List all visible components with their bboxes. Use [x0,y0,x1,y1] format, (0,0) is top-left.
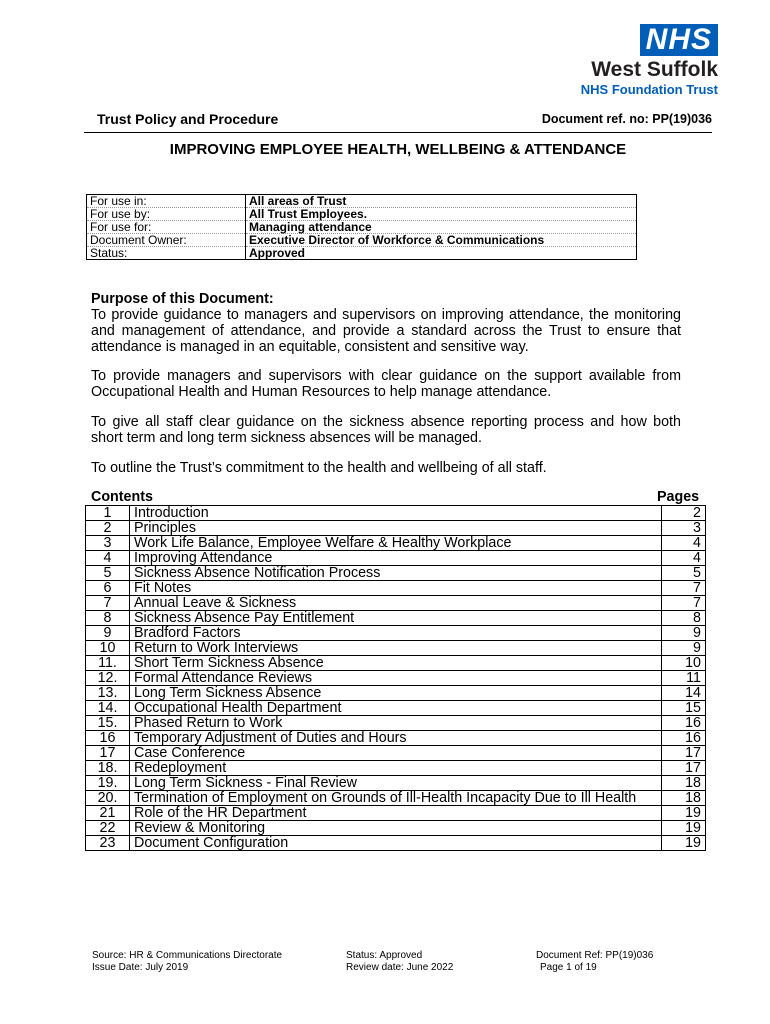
contents-title: Long Term Sickness - Final Review [130,776,662,791]
contents-row [86,641,706,656]
footer-source: Source: HR & Communications Directorate [92,950,283,961]
contents-number: 12. [86,671,130,686]
contents-title: Improving Attendance [130,551,662,566]
contents-title: Occupational Health Department [130,701,662,716]
meta-row [87,247,637,260]
contents-row [86,776,706,791]
contents-title: Sickness Absence Notification Process [130,566,662,581]
contents-page: 19 [662,836,706,851]
meta-key: For use by: [87,208,246,221]
contents-row [86,821,706,836]
footer-ref-block [536,950,653,974]
contents-row [86,671,706,686]
contents-number: 1 [86,506,130,521]
meta-row [87,195,637,208]
purpose-paragraph: To give all staff clear guidance on the sickness absence reporting process and how both short term and long term sickness absences will be managed. [91,414,681,446]
contents-title: Role of the HR Department [130,806,662,821]
contents-page: 7 [662,581,706,596]
contents-number: 21 [86,806,130,821]
footer-doc-ref: Document Ref: PP(19)036 [536,950,654,961]
footer-page-number: Page 1 of 19 [540,962,597,973]
document-ref: Document ref. no: PP(19)036 [541,112,712,126]
contents-number: 4 [86,551,130,566]
contents-page: 14 [662,686,706,701]
contents-number: 11. [86,656,130,671]
nhs-logo [568,24,718,98]
meta-value: Managing attendance [246,221,637,234]
contents-row [86,551,706,566]
contents-row [86,506,706,521]
contents-row [86,791,706,806]
contents-row [86,716,706,731]
contents-title: Return to Work Interviews [130,641,662,656]
contents-table [85,505,706,851]
contents-title: Long Term Sickness Absence [130,686,662,701]
contents-number: 16 [86,731,130,746]
contents-number: 6 [86,581,130,596]
org-subtitle: NHS Foundation Trust [580,82,718,97]
contents-title: Principles [130,521,662,536]
contents-number: 15. [86,716,130,731]
contents-page: 9 [662,641,706,656]
contents-title: Temporary Adjustment of Duties and Hours [130,731,662,746]
contents-title: Formal Attendance Reviews [130,671,662,686]
contents-title: Redeployment [130,761,662,776]
contents-page: 18 [662,776,706,791]
header-divider [84,132,712,133]
contents-title: Annual Leave & Sickness [130,596,662,611]
contents-page: 10 [662,656,706,671]
contents-row [86,536,706,551]
org-name: West Suffolk [591,58,718,81]
meta-row [87,221,637,234]
contents-row [86,656,706,671]
contents-number: 7 [86,596,130,611]
contents-page: 3 [662,521,706,536]
meta-value: All Trust Employees. [246,208,637,221]
contents-title: Phased Return to Work [130,716,662,731]
contents-number: 13. [86,686,130,701]
contents-number: 23 [86,836,130,851]
contents-page: 5 [662,566,706,581]
footer-status: Status: Approved [346,950,423,961]
contents-number: 10 [86,641,130,656]
contents-title: Short Term Sickness Absence [130,656,662,671]
meta-key: Status: [87,247,246,260]
contents-title: Review & Monitoring [130,821,662,836]
meta-row [87,234,637,247]
contents-title: Bradford Factors [130,626,662,641]
contents-number: 5 [86,566,130,581]
contents-heading: Contents [91,489,153,505]
contents-page: 4 [662,536,706,551]
contents-page: 17 [662,746,706,761]
contents-number: 17 [86,746,130,761]
contents-page: 11 [662,671,706,686]
contents-row [86,836,706,851]
contents-row [86,581,706,596]
purpose-paragraph: To outline the Trust’s commitment to the health and wellbeing of all staff. [91,460,547,476]
contents-number: 8 [86,611,130,626]
contents-row [86,806,706,821]
meta-value: All areas of Trust [246,195,637,208]
contents-row [86,761,706,776]
contents-row [86,701,706,716]
contents-row [86,611,706,626]
contents-row [86,596,706,611]
contents-number: 18. [86,761,130,776]
contents-number: 2 [86,521,130,536]
contents-row [86,566,706,581]
contents-page: 16 [662,731,706,746]
nhs-logo-mark: NHS [640,24,718,56]
contents-number: 14. [86,701,130,716]
contents-page: 2 [662,506,706,521]
contents-title: Case Conference [130,746,662,761]
meta-key: For use for: [87,221,246,234]
contents-page: 8 [662,611,706,626]
meta-key: For use in: [87,195,246,208]
purpose-heading: Purpose of this Document: [91,291,274,307]
contents-number: 3 [86,536,130,551]
contents-row [86,521,706,536]
contents-title: Fit Notes [130,581,662,596]
contents-page: 17 [662,761,706,776]
contents-page: 15 [662,701,706,716]
footer-source-block [92,950,282,974]
meta-row [87,208,637,221]
meta-value: Approved [246,247,637,260]
contents-page: 19 [662,806,706,821]
contents-page: 19 [662,821,706,836]
contents-row [86,686,706,701]
contents-page: 16 [662,716,706,731]
pages-heading: Pages [657,489,700,505]
contents-page: 7 [662,596,706,611]
meta-value: Executive Director of Workforce & Communications [246,234,637,247]
contents-page: 9 [662,626,706,641]
contents-title: Termination of Employment on Grounds of Ill-Health Incapacity Due to Ill Health [130,791,662,806]
contents-number: 9 [86,626,130,641]
purpose-section [91,291,681,355]
contents-page: 4 [662,551,706,566]
contents-page: 18 [662,791,706,806]
footer-review-date: Review date: June 2022 [346,962,454,973]
document-title: IMPROVING EMPLOYEE HEALTH, WELLBEING & ATTENDANCE [169,141,627,158]
purpose-paragraph: To provide managers and supervisors with clear guidance on the support available from Occupational Health and Human Resources to help manage attendance. [91,368,681,400]
contents-title: Document Configuration [130,836,662,851]
contents-title: Work Life Balance, Employee Welfare & Healthy Workplace [130,536,662,551]
contents-number: 20. [86,791,130,806]
purpose-paragraph: To provide guidance to managers and supervisors on improving attendance, the monitoring and management of attendance, and provide a standard across the Trust to ensure that attendance is managed in an equitable, consistent and sensitive way. [91,307,681,355]
meta-key: Document Owner: [87,234,246,247]
contents-row [86,626,706,641]
contents-number: 19. [86,776,130,791]
document-meta-table [86,194,637,260]
footer-issue-date: Issue Date: July 2019 [92,962,189,973]
policy-type: Trust Policy and Procedure [97,111,279,127]
contents-row [86,746,706,761]
contents-row [86,731,706,746]
contents-title: Introduction [130,506,662,521]
footer-status-block [346,950,453,974]
contents-title: Sickness Absence Pay Entitlement [130,611,662,626]
contents-number: 22 [86,821,130,836]
